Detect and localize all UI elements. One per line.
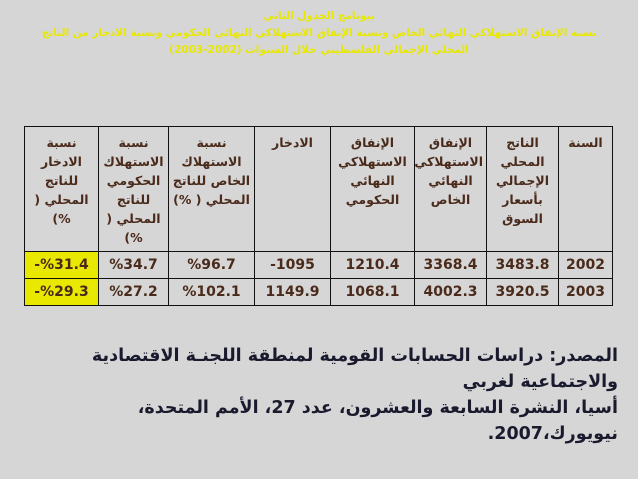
cell-year: 2002: [559, 252, 613, 279]
source-citation: [20, 343, 618, 447]
data-table: [24, 126, 613, 306]
cell-private-ratio: %102.1: [169, 279, 255, 306]
page-header: [10, 8, 628, 59]
cell-savings: 1149.9: [255, 279, 331, 306]
column-header-gdp: الناتج المحلي الإجمالي بأسعار السوق: [487, 127, 559, 252]
column-header-year: السنة: [559, 127, 613, 252]
header-title: بيونامج الجدول الثاني: [263, 10, 375, 22]
cell-gdp: 3483.8: [487, 252, 559, 279]
header-subtitle-line1: نسبة الإنفاق الاستهلاكي النهائي الخاص ونسبة الإنفاق الاستهلاكي النهائي الحكومي ونسبة الادخار من الناتج: [41, 27, 597, 39]
column-header-government-consumption: الإنفاق الاستهلاكي النهائي الحكومي: [331, 127, 415, 252]
source-line2: أسيا، النشرة السابعة والعشرون، عدد 27، الأمم المتحدة، نيويورك،2007.: [137, 398, 618, 444]
cell-private-consumption: 3368.4: [415, 252, 487, 279]
cell-private-ratio: %96.7: [169, 252, 255, 279]
cell-gdp: 3920.5: [487, 279, 559, 306]
column-header-savings-ratio: نسبة الادخار للناتج المحلي ( %): [25, 127, 99, 252]
cell-year: 2003: [559, 279, 613, 306]
header-subtitle-line2: المحلي الإجمالي الفلسطيني خلال السنوات (2002-2003): [169, 44, 469, 56]
source-line1: المصدر: دراسات الحسابات القومية لمنطقة اللجنـة الاقتصادية والاجتماعية لغربي: [91, 346, 618, 392]
column-header-private-consumption: الإنفاق الاستهلاكي النهائي الخاص: [415, 127, 487, 252]
cell-private-consumption: 4002.3: [415, 279, 487, 306]
cell-savings: 1095-: [255, 252, 331, 279]
column-header-private-ratio: نسبة الاستهلاك الخاص للناتج المحلي ( %): [169, 127, 255, 252]
cell-savings-ratio: %29.3-: [25, 279, 99, 306]
table-header-row: [25, 127, 613, 252]
table-row: [25, 279, 613, 306]
cell-savings-ratio: %31.4-: [25, 252, 99, 279]
column-header-government-ratio: نسبة الاستهلاك الحكومي للناتج المحلي ( %): [99, 127, 169, 252]
column-header-savings: الادخار: [255, 127, 331, 252]
cell-government-ratio: %34.7: [99, 252, 169, 279]
cell-government-consumption: 1068.1: [331, 279, 415, 306]
cell-government-ratio: %27.2: [99, 279, 169, 306]
table-row: [25, 252, 613, 279]
cell-government-consumption: 1210.4: [331, 252, 415, 279]
